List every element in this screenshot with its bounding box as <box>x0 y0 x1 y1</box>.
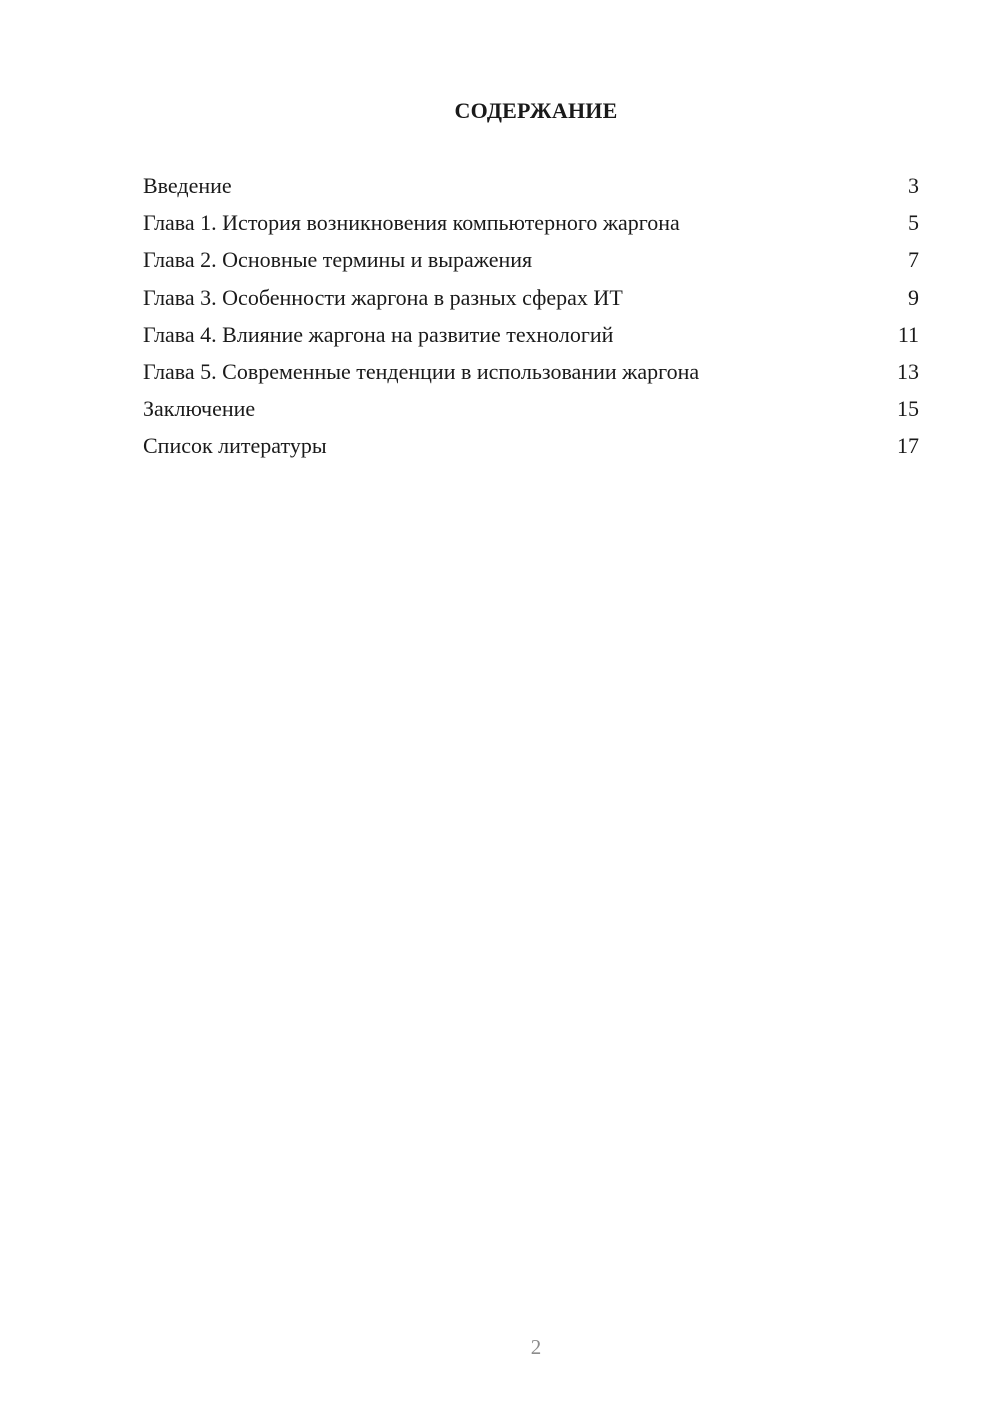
toc-entry-page: 5 <box>908 210 919 236</box>
toc-entry-text: Глава 3. Особенности жаргона в разных сферах ИТ <box>143 284 623 310</box>
toc-entry-chapter-3[interactable] <box>143 279 919 316</box>
toc-entry-text: Список литературы <box>143 433 327 459</box>
toc-entry-page: 11 <box>897 321 919 347</box>
toc-entry-text: Глава 4. Влияние жаргона на развитие технологий <box>143 321 614 347</box>
toc-entry-page: 15 <box>897 396 919 422</box>
toc-entry-text: Введение <box>143 173 232 198</box>
toc-entry-text: Заключение <box>143 396 256 422</box>
toc-entry-page: 17 <box>897 433 919 459</box>
toc-entry-text: Глава 5. Современные тенденции в использовании жаргона <box>143 358 700 384</box>
toc-entry-introduction[interactable] <box>143 167 919 204</box>
toc-entry-chapter-1[interactable] <box>143 204 919 241</box>
toc-entry-text: Глава 1. История возникновения компьютерного жаргона <box>143 210 680 236</box>
toc-entry-page: 9 <box>908 284 919 310</box>
toc-entry-page: 3 <box>908 173 919 198</box>
toc-entry-chapter-4[interactable] <box>143 316 919 353</box>
toc-entry-bibliography[interactable] <box>143 427 919 464</box>
toc-entry-text: Глава 2. Основные термины и выражения <box>143 247 533 273</box>
toc-entry-chapter-2[interactable] <box>143 241 919 278</box>
toc-entry-page: 7 <box>908 247 919 273</box>
toc-entry-conclusion[interactable] <box>143 390 919 427</box>
toc-entry-chapter-5[interactable] <box>143 353 919 390</box>
toc-entry-page: 13 <box>897 358 919 384</box>
page-title: СОДЕРЖАНИЕ <box>454 98 618 123</box>
table-of-contents <box>143 167 919 465</box>
page-number: 2 <box>530 1335 542 1359</box>
